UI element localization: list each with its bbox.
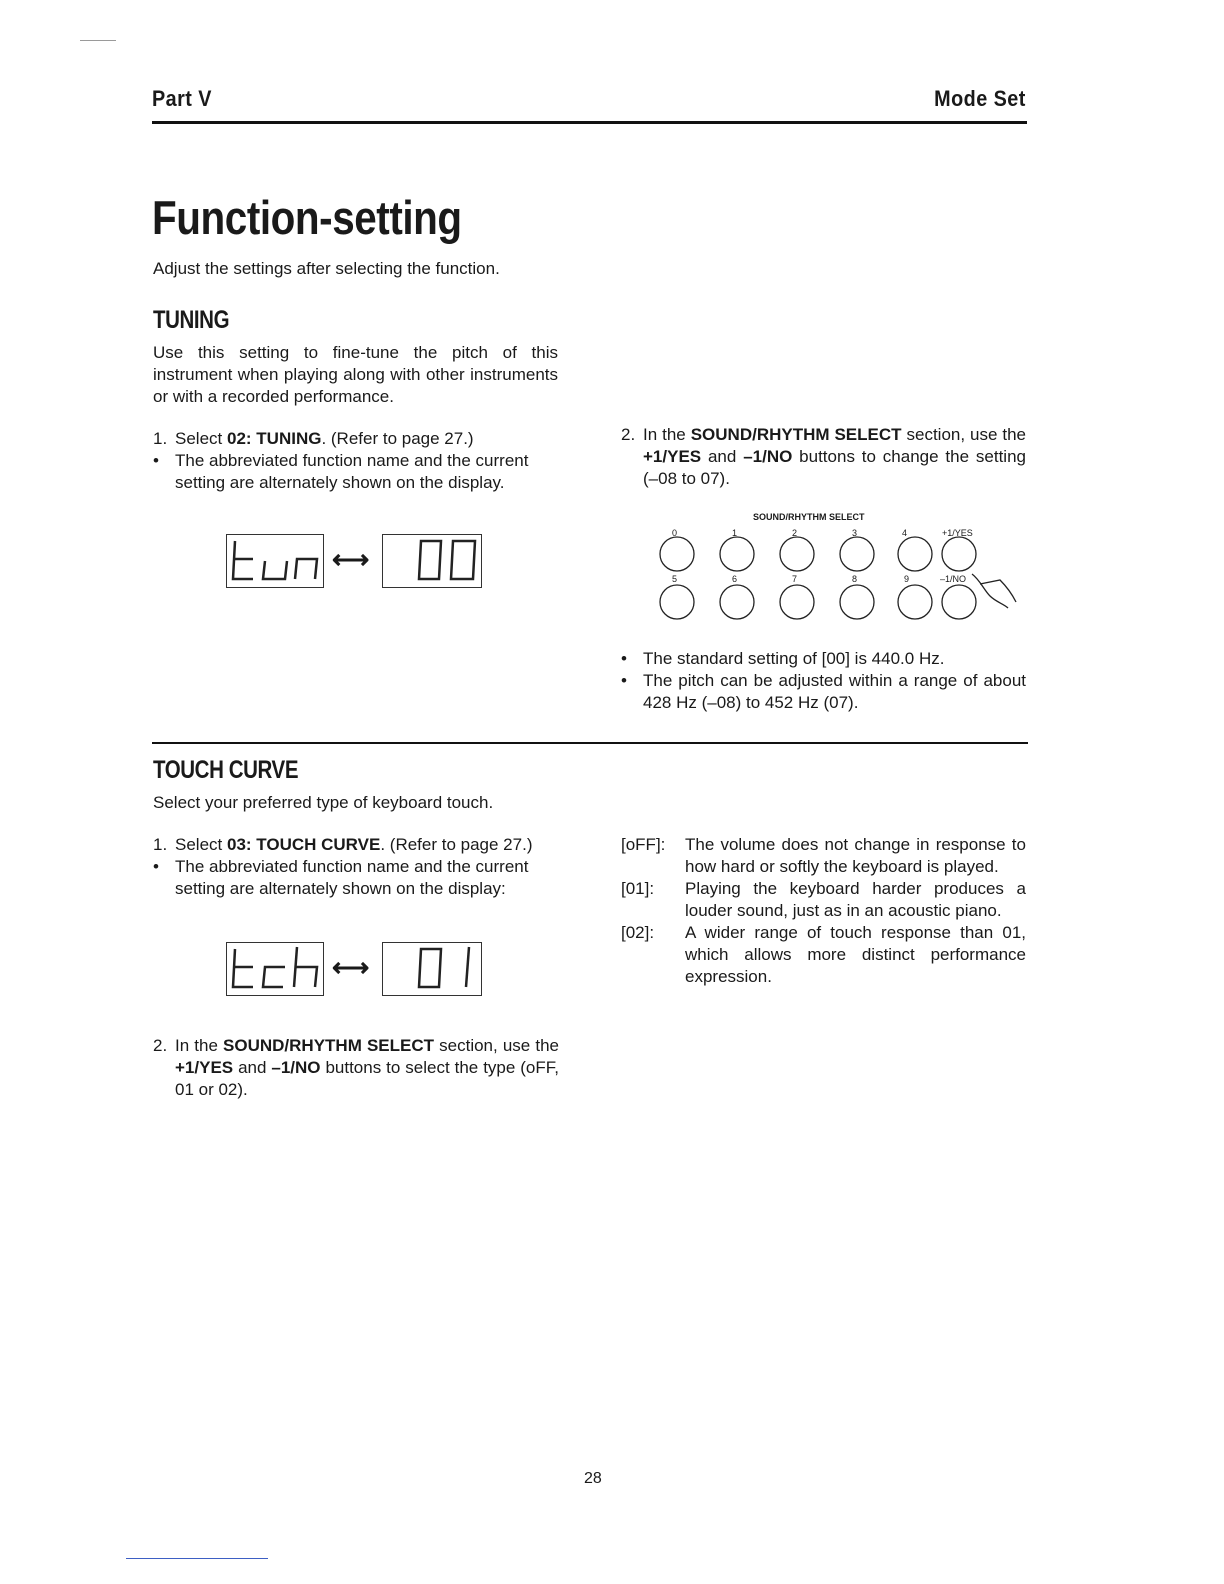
top-mark: [80, 40, 116, 41]
touch-options: [621, 834, 1026, 988]
function-name: 03: TOUCH CURVE: [226, 835, 381, 854]
panel-title: SOUND/RHYTHM SELECT: [753, 512, 865, 522]
function-name: 02: TUNING: [226, 429, 322, 448]
button-panel: [650, 524, 1030, 624]
option-text: Playing the keyboard harder produces a louder sound, just as in an acoustic piano.: [685, 879, 1026, 920]
option-off: [621, 834, 1026, 878]
display-name-box: [226, 942, 324, 996]
bullet-text: The abbreviated function name and the current setting are alternately shown on the display.: [175, 451, 529, 492]
header-rule: [152, 121, 1027, 124]
step-number: 1.: [153, 429, 168, 448]
step-number: 2.: [153, 1036, 168, 1055]
button-label: 4: [902, 528, 908, 538]
section-name: SOUND/RHYTHM SELECT: [690, 425, 902, 444]
option-01: [621, 878, 1026, 922]
bullet-text: The abbreviated function name and the current setting are alternately shown on the display:: [175, 857, 529, 898]
lcd-char-t: [233, 541, 253, 579]
page-title: Function-setting: [152, 191, 462, 244]
option-text: A wider range of touch response than 01, which allows more distinct performance expression.: [685, 923, 1026, 986]
page-number: 28: [584, 1470, 602, 1487]
button-label: 2: [792, 528, 798, 538]
bullet-dot: •: [621, 671, 627, 690]
display-value-box: [382, 534, 482, 588]
lcd-char-h: [294, 947, 317, 987]
bullet-text: The standard setting of [00] is 440.0 Hz.: [643, 649, 945, 668]
no-button-name: –1/NO: [743, 447, 793, 466]
step-text: buttons to change the setting (–08 to 07).: [643, 447, 1026, 488]
button-label: 8: [852, 574, 858, 584]
section-name: SOUND/RHYTHM SELECT: [223, 1036, 435, 1055]
step-number: 1.: [153, 835, 168, 854]
button-label: 5: [672, 574, 678, 584]
step-number: 2.: [621, 425, 636, 444]
no-button-name: –1/NO: [271, 1058, 321, 1077]
option-02: [621, 922, 1026, 988]
tuning-heading: TUNING: [153, 306, 230, 334]
touch-step-1: [153, 834, 563, 900]
button-6: [720, 585, 754, 619]
part-label: Part V: [152, 86, 212, 111]
alternate-arrow: ⟷: [332, 544, 370, 574]
button-3: [840, 537, 874, 571]
lcd-char-t: [233, 949, 253, 987]
lcd-char-n: [295, 559, 317, 579]
button-circles: [650, 524, 1030, 624]
option-key: [02]:: [621, 923, 655, 942]
button-label: 3: [852, 528, 858, 538]
bullet-dot: •: [621, 649, 627, 668]
option-key: [01]:: [621, 879, 655, 898]
lcd-digit-0: [419, 541, 441, 579]
button-1: [720, 537, 754, 571]
step-text: section, use the: [901, 425, 1026, 444]
button-9: [898, 585, 932, 619]
button-label: –1/NO: [940, 574, 967, 584]
tuning-description: Use this setting to fine-tune the pitch of this instrument when playing along with other instruments or with a recorded performance.: [153, 343, 558, 406]
touch-description: Select your preferred type of keyboard touch.: [153, 793, 494, 812]
lcd-tch: [227, 943, 323, 995]
step-text: section, use the: [434, 1036, 559, 1055]
yes-button-name: +1/YES: [175, 1058, 234, 1077]
step-text: . (Refer to page 27.): [321, 429, 474, 448]
step-text: and: [701, 447, 744, 466]
button-5: [660, 585, 694, 619]
option-text: The volume does not change in response to how hard or softly the keyboard is played.: [685, 835, 1026, 876]
pressing-hand-icon: [972, 574, 1016, 608]
intro-text: Adjust the settings after selecting the function.: [153, 259, 500, 278]
button-7: [780, 585, 814, 619]
button-8: [840, 585, 874, 619]
lcd-char-u: [263, 561, 287, 579]
step-text: . (Refer to page 27.): [380, 835, 533, 854]
bullet-dot: •: [153, 857, 159, 876]
touch-step-2: [153, 1035, 559, 1101]
button-2: [780, 537, 814, 571]
step-text: Select: [175, 429, 227, 448]
button-label: 0: [672, 528, 678, 538]
step-text: In the: [643, 425, 691, 444]
bullet-text: The pitch can be adjusted within a range of about 428 Hz (–08) to 452 Hz (07).: [643, 671, 1026, 712]
step-text: and: [233, 1058, 272, 1077]
yes-button-name: +1/YES: [643, 447, 702, 466]
lcd-tun: [227, 535, 323, 587]
bottom-mark: [126, 1558, 268, 1559]
section-divider: [152, 742, 1028, 744]
button-label: 9: [904, 574, 910, 584]
button-0: [660, 537, 694, 571]
step-text: buttons to select the type (oFF, 01 or 02).: [175, 1058, 559, 1099]
button-label: 6: [732, 574, 738, 584]
button-label: 7: [792, 574, 798, 584]
button-4: [898, 537, 932, 571]
bullet-dot: •: [153, 451, 159, 470]
step-text: Select: [175, 835, 227, 854]
lcd-digit-0: [419, 949, 441, 987]
step-text: In the: [175, 1036, 224, 1055]
tuning-step-2: [621, 424, 1026, 490]
section-label: Mode Set: [934, 86, 1026, 111]
lcd-00: [383, 535, 481, 587]
lcd-digit-1: [466, 947, 469, 987]
button-yes: [942, 537, 976, 571]
button-label: +1/YES: [942, 528, 973, 538]
lcd-01: [383, 943, 481, 995]
alternate-arrow: ⟷: [332, 952, 370, 982]
tuning-step-1: [153, 428, 563, 494]
display-value-box: [382, 942, 482, 996]
option-key: [oFF]:: [621, 835, 666, 854]
display-name-box: [226, 534, 324, 588]
lcd-char-c: [263, 967, 285, 987]
lcd-digit-0: [451, 541, 475, 579]
touch-curve-heading: TOUCH CURVE: [153, 756, 299, 784]
tuning-notes: [621, 648, 1026, 714]
button-label: 1: [732, 528, 738, 538]
button-no: [942, 585, 976, 619]
